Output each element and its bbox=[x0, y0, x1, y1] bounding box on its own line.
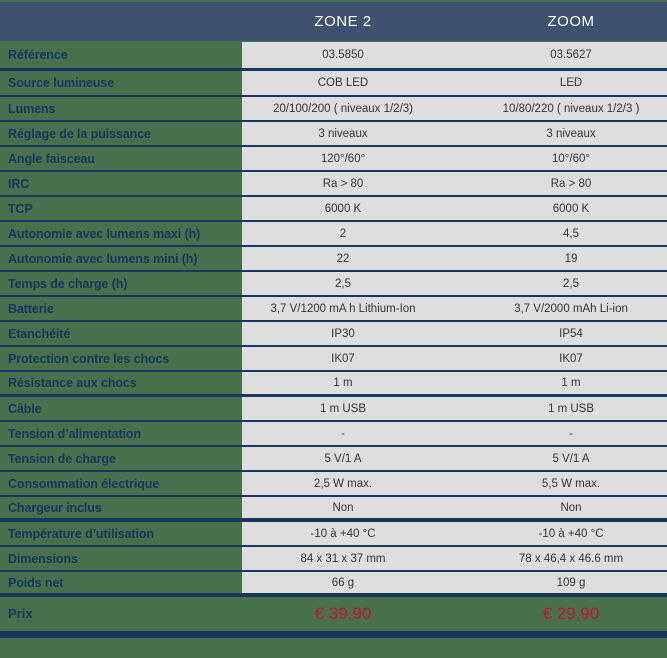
cell-zoom: - bbox=[444, 422, 667, 445]
row-label: Protection contre les chocs bbox=[0, 347, 242, 370]
table-row bbox=[0, 522, 667, 545]
table-row bbox=[0, 272, 667, 295]
row-label: Tension de charge bbox=[0, 447, 242, 470]
table-row bbox=[0, 297, 667, 320]
row-label: Source lumineuse bbox=[0, 71, 242, 95]
cell-zone-2: - bbox=[242, 422, 444, 445]
cell-zone-2: Non bbox=[242, 497, 444, 518]
table-row bbox=[0, 122, 667, 145]
cell-zone-2: 1 m bbox=[242, 372, 444, 394]
cell-zone-2: 20/100/200 ( niveaux 1/2/3) bbox=[242, 97, 444, 120]
cell-zone-2: 2,5 bbox=[242, 272, 444, 295]
row-label: TCP bbox=[0, 197, 242, 220]
cell-zoom: 4,5 bbox=[444, 222, 667, 245]
cell-zoom: 10/80/220 ( niveaux 1/2/3 ) bbox=[444, 97, 667, 120]
cell-zoom: 78 x 46,4 x 46.6 mm bbox=[444, 547, 667, 570]
row-label: Etanchéité bbox=[0, 322, 242, 345]
row-label: Autonomie avec lumens maxi (h) bbox=[0, 222, 242, 245]
cell-zoom: 03.5627 bbox=[444, 42, 667, 68]
cell-zoom: Non bbox=[444, 497, 667, 518]
table-row bbox=[0, 572, 667, 593]
cell-zoom: 1 m bbox=[444, 372, 667, 394]
table-row bbox=[0, 497, 667, 518]
table-row bbox=[0, 197, 667, 220]
cell-zoom: 5 V/1 A bbox=[444, 447, 667, 470]
cell-zone-2: 2 bbox=[242, 222, 444, 245]
price-zoom: € 29,90 bbox=[542, 604, 600, 623]
cell-zoom: 3 niveaux bbox=[444, 122, 667, 145]
table-row bbox=[0, 322, 667, 345]
table-row bbox=[0, 347, 667, 370]
cell-zone-2: 6000 K bbox=[242, 197, 444, 220]
table-row bbox=[0, 222, 667, 245]
row-label: Température d’utilisation bbox=[0, 522, 242, 545]
cell-zone-2: 2,5 W max. bbox=[242, 472, 444, 495]
table-row bbox=[0, 147, 667, 170]
cell-zone-2: Ra > 80 bbox=[242, 172, 444, 195]
table-row bbox=[0, 397, 667, 420]
price-row bbox=[0, 597, 667, 631]
cell-zone-2: COB LED bbox=[242, 71, 444, 95]
column-header-zone-2: ZONE 2 bbox=[314, 13, 372, 30]
cell-zoom: 19 bbox=[444, 247, 667, 270]
cell-zone-2: 3 niveaux bbox=[242, 122, 444, 145]
row-label: Lumens bbox=[0, 97, 242, 120]
row-label: Temps de charge (h) bbox=[0, 272, 242, 295]
table-row bbox=[0, 547, 667, 570]
table-row bbox=[0, 372, 667, 394]
cell-zoom: 1 m USB bbox=[444, 397, 667, 420]
cell-zoom: 5,5 W max. bbox=[444, 472, 667, 495]
table-row bbox=[0, 422, 667, 445]
table-header bbox=[0, 2, 667, 41]
cell-zone-2: 3,7 V/1200 mA h Lithium-Ion bbox=[242, 297, 444, 320]
column-header-zoom: ZOOM bbox=[547, 13, 595, 30]
cell-zone-2: 66 g bbox=[242, 572, 444, 593]
row-label: Résistance aux chocs bbox=[0, 372, 242, 394]
row-label: Référence bbox=[0, 42, 242, 68]
cell-zoom: IP54 bbox=[444, 322, 667, 345]
cell-zoom: 2,5 bbox=[444, 272, 667, 295]
cell-zoom: 109 g bbox=[444, 572, 667, 593]
cell-zone-2: 22 bbox=[242, 247, 444, 270]
row-label: Angle faisceau bbox=[0, 147, 242, 170]
price-label: Prix bbox=[8, 606, 33, 621]
cell-zone-2: 5 V/1 A bbox=[242, 447, 444, 470]
cell-zoom: 10°/60° bbox=[444, 147, 667, 170]
row-label: Poids net bbox=[0, 572, 242, 593]
cell-zone-2: 03.5850 bbox=[242, 42, 444, 68]
cell-zoom: LED bbox=[444, 71, 667, 95]
table-row bbox=[0, 42, 667, 68]
cell-zoom: -10 à +40 °C bbox=[444, 522, 667, 545]
cell-zoom: 6000 K bbox=[444, 197, 667, 220]
row-label: IRC bbox=[0, 172, 242, 195]
row-label: Autonomie avec lumens mini (h) bbox=[0, 247, 242, 270]
cell-zoom: IK07 bbox=[444, 347, 667, 370]
row-label: Tension d’alimentation bbox=[0, 422, 242, 445]
price-zone-2: € 39,90 bbox=[314, 604, 372, 623]
cell-zoom: Ra > 80 bbox=[444, 172, 667, 195]
table-row bbox=[0, 97, 667, 120]
cell-zone-2: 120°/60° bbox=[242, 147, 444, 170]
cell-zone-2: 84 x 31 x 37 mm bbox=[242, 547, 444, 570]
table-row bbox=[0, 172, 667, 195]
table-row bbox=[0, 71, 667, 95]
table-row bbox=[0, 247, 667, 270]
table-row bbox=[0, 472, 667, 495]
row-label: Câble bbox=[0, 397, 242, 420]
row-label: Batterie bbox=[0, 297, 242, 320]
cell-zone-2: 1 m USB bbox=[242, 397, 444, 420]
cell-zoom: 3,7 V/2000 mAh Li-ion bbox=[444, 297, 667, 320]
row-label: Réglage de la puissance bbox=[0, 122, 242, 145]
row-label: Dimensions bbox=[0, 547, 242, 570]
cell-zone-2: IK07 bbox=[242, 347, 444, 370]
table-row bbox=[0, 447, 667, 470]
bottom-bar bbox=[0, 631, 667, 638]
row-label: Consommation électrique bbox=[0, 472, 242, 495]
cell-zone-2: IP30 bbox=[242, 322, 444, 345]
cell-zone-2: -10 à +40 °C bbox=[242, 522, 444, 545]
row-label: Chargeur inclus bbox=[0, 497, 242, 518]
